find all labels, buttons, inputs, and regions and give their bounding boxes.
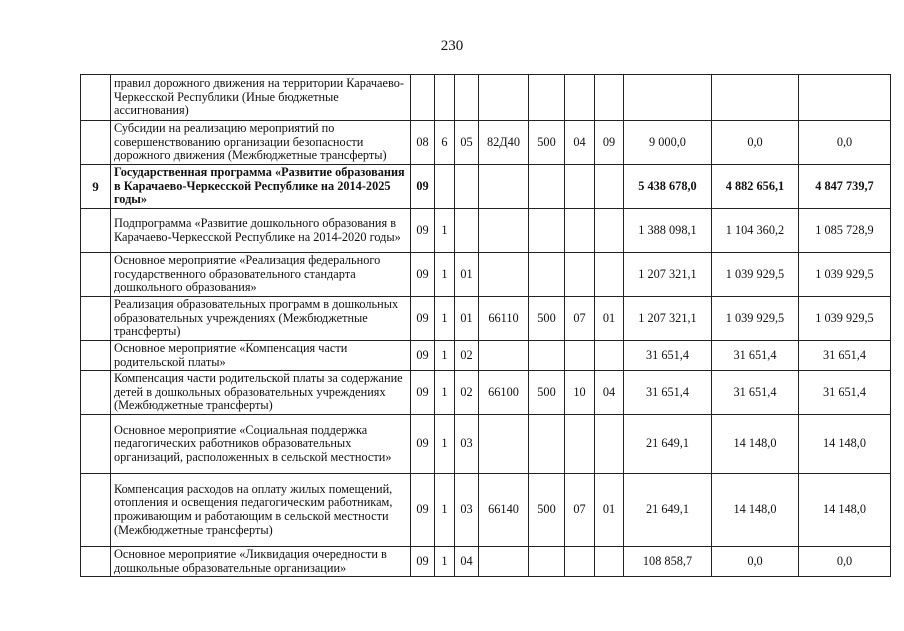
code-subsection-cell [595,547,624,577]
code-expense-type-cell [529,75,565,121]
code-section-cell [565,75,595,121]
code-ministry-cell: 09 [411,371,435,415]
table-row [81,209,891,253]
code-event-cell: 02 [455,371,479,415]
code-event-cell: 04 [455,547,479,577]
row-number-cell [81,474,111,547]
code-ministry-cell [411,75,435,121]
item-name-cell: Субсидии на реализацию мероприятий по совершенствованию организации безопасности дорожного движения (Межбюджетные трансферты) [111,121,411,165]
code-program-cell: 1 [435,371,455,415]
row-number-cell [81,75,111,121]
code-direction-cell [479,415,529,474]
code-section-cell [565,547,595,577]
code-expense-type-cell [529,209,565,253]
amount-year1-cell: 1 388 098,1 [624,209,712,253]
code-program-cell: 1 [435,209,455,253]
code-section-cell [565,165,595,209]
row-number-cell [81,341,111,371]
amount-year1-cell: 1 207 321,1 [624,253,712,297]
row-number-cell: 9 [81,165,111,209]
code-subsection-cell: 09 [595,121,624,165]
amount-year1-cell: 9 000,0 [624,121,712,165]
code-subsection-cell [595,75,624,121]
table-row [81,415,891,474]
item-name-cell: Государственная программа «Развитие образования в Карачаево-Черкесской Республике на 2014-2025 годы» [111,165,411,209]
code-event-cell [455,165,479,209]
table-row [81,165,891,209]
amount-year1-cell: 108 858,7 [624,547,712,577]
code-direction-cell [479,75,529,121]
amount-year2-cell: 14 148,0 [712,474,799,547]
amount-year1-cell: 5 438 678,0 [624,165,712,209]
amount-year3-cell: 14 148,0 [799,474,891,547]
table-body [81,75,891,577]
item-name-cell: Компенсация расходов на оплату жилых помещений, отопления и освещения педагогическим работникам, проживающим и работающим в сельской местности (Межбюджетные трансферты) [111,474,411,547]
amount-year3-cell: 0,0 [799,121,891,165]
row-number-cell [81,253,111,297]
code-section-cell: 07 [565,297,595,341]
code-expense-type-cell: 500 [529,474,565,547]
table-row [81,371,891,415]
code-program-cell: 1 [435,253,455,297]
code-subsection-cell: 04 [595,371,624,415]
code-section-cell: 07 [565,474,595,547]
amount-year3-cell: 14 148,0 [799,415,891,474]
amount-year1-cell [624,75,712,121]
table-row [81,121,891,165]
code-subsection-cell [595,341,624,371]
code-section-cell: 04 [565,121,595,165]
amount-year2-cell: 31 651,4 [712,371,799,415]
code-program-cell: 1 [435,547,455,577]
code-direction-cell: 66100 [479,371,529,415]
code-ministry-cell: 09 [411,297,435,341]
row-number-cell [81,121,111,165]
table-row [81,341,891,371]
amount-year1-cell: 21 649,1 [624,474,712,547]
code-expense-type-cell [529,253,565,297]
code-event-cell: 03 [455,474,479,547]
amount-year2-cell: 1 039 929,5 [712,297,799,341]
code-expense-type-cell [529,415,565,474]
code-subsection-cell: 01 [595,474,624,547]
table-row [81,75,891,121]
code-direction-cell [479,547,529,577]
code-event-cell: 01 [455,297,479,341]
code-event-cell: 03 [455,415,479,474]
row-number-cell [81,371,111,415]
code-expense-type-cell [529,165,565,209]
code-direction-cell: 66140 [479,474,529,547]
item-name-cell: Основное мероприятие «Реализация федерального государственного образовательного стандарта дошкольного образования» [111,253,411,297]
code-program-cell [435,165,455,209]
code-direction-cell: 66110 [479,297,529,341]
table-row [81,297,891,341]
row-number-cell [81,209,111,253]
amount-year1-cell: 31 651,4 [624,371,712,415]
row-number-cell [81,547,111,577]
code-program-cell: 1 [435,297,455,341]
code-section-cell [565,209,595,253]
amount-year3-cell: 1 039 929,5 [799,297,891,341]
code-direction-cell [479,165,529,209]
code-event-cell [455,209,479,253]
item-name-cell: Реализация образовательных программ в дошкольных образовательных учреждениях (Межбюджетные трансферты) [111,297,411,341]
code-expense-type-cell: 500 [529,297,565,341]
code-expense-type-cell [529,547,565,577]
amount-year1-cell: 31 651,4 [624,341,712,371]
page-number: 230 [440,38,464,54]
code-direction-cell [479,341,529,371]
code-ministry-cell: 09 [411,474,435,547]
amount-year2-cell: 0,0 [712,547,799,577]
amount-year3-cell: 1 085 728,9 [799,209,891,253]
amount-year1-cell: 1 207 321,1 [624,297,712,341]
code-ministry-cell: 08 [411,121,435,165]
table-row [81,547,891,577]
code-event-cell [455,75,479,121]
code-program-cell [435,75,455,121]
code-ministry-cell: 09 [411,341,435,371]
amount-year3-cell: 31 651,4 [799,371,891,415]
code-program-cell: 1 [435,341,455,371]
code-ministry-cell: 09 [411,209,435,253]
amount-year3-cell [799,75,891,121]
code-ministry-cell: 09 [411,415,435,474]
code-subsection-cell [595,415,624,474]
amount-year2-cell [712,75,799,121]
code-ministry-cell: 09 [411,253,435,297]
code-expense-type-cell: 500 [529,121,565,165]
code-direction-cell [479,209,529,253]
item-name-cell: Основное мероприятие «Ликвидация очередности в дошкольные образовательные организации» [111,547,411,577]
amount-year2-cell: 31 651,4 [712,341,799,371]
amount-year3-cell: 0,0 [799,547,891,577]
row-number-cell [81,297,111,341]
code-direction-cell: 82Д40 [479,121,529,165]
budget-table [80,74,891,577]
code-event-cell: 02 [455,341,479,371]
amount-year3-cell: 31 651,4 [799,341,891,371]
item-name-cell: Основное мероприятие «Компенсация части родительской платы» [111,341,411,371]
code-section-cell [565,341,595,371]
code-event-cell: 05 [455,121,479,165]
code-program-cell: 6 [435,121,455,165]
item-name-cell: правил дорожного движения на территории Карачаево-Черкесской Республики (Иные бюджетные ассигнования) [111,75,411,121]
code-section-cell [565,415,595,474]
amount-year2-cell: 4 882 656,1 [712,165,799,209]
amount-year3-cell: 1 039 929,5 [799,253,891,297]
row-number-cell [81,415,111,474]
code-subsection-cell [595,209,624,253]
code-program-cell: 1 [435,474,455,547]
code-event-cell: 01 [455,253,479,297]
code-subsection-cell: 01 [595,297,624,341]
amount-year2-cell: 14 148,0 [712,415,799,474]
code-section-cell [565,253,595,297]
amount-year2-cell: 1 104 360,2 [712,209,799,253]
amount-year1-cell: 21 649,1 [624,415,712,474]
code-expense-type-cell: 500 [529,371,565,415]
item-name-cell: Компенсация части родительской платы за содержание детей в дошкольных образовательных учреждениях (Межбюджетные трансферты) [111,371,411,415]
code-direction-cell [479,253,529,297]
code-program-cell: 1 [435,415,455,474]
code-ministry-cell: 09 [411,547,435,577]
code-ministry-cell: 09 [411,165,435,209]
table-row [81,474,891,547]
amount-year3-cell: 4 847 739,7 [799,165,891,209]
amount-year2-cell: 1 039 929,5 [712,253,799,297]
code-expense-type-cell [529,341,565,371]
item-name-cell: Подпрограмма «Развитие дошкольного образования в Карачаево-Черкесской Республике на 2014-2020 годы» [111,209,411,253]
item-name-cell: Основное мероприятие «Социальная поддержка педагогических работников образовательных организаций, расположенных в сельской местности» [111,415,411,474]
amount-year2-cell: 0,0 [712,121,799,165]
code-subsection-cell [595,165,624,209]
table-row [81,253,891,297]
code-section-cell: 10 [565,371,595,415]
code-subsection-cell [595,253,624,297]
